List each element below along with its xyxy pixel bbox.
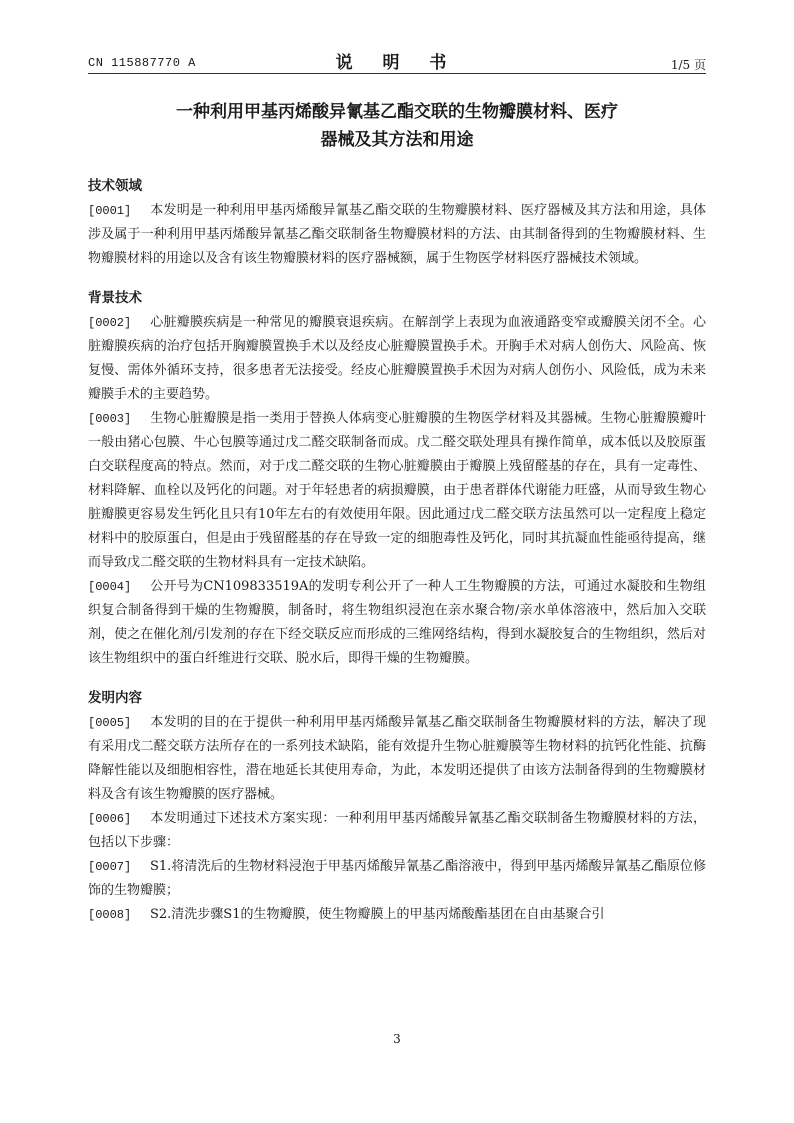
paragraph (88, 575, 706, 671)
page-header (88, 44, 706, 74)
paragraph-text: 心脏瓣膜疾病是一种常见的瓣膜衰退疾病。在解剖学上表现为血液通路变窄或瓣膜关闭不全。心脏瓣膜疾病的治疗包括开胸瓣膜置换手术以及经皮心脏瓣膜置换手术。开胸手术对病人创伤大、风险高、恢复慢、需体外循环支持，很多患者无法接受。经皮心脏瓣膜置换手术因为对病人创伤小、风险低，成为未来瓣膜手术的主要趋势。 (88, 315, 706, 402)
paragraph (88, 311, 706, 407)
section-background (88, 285, 706, 671)
paragraph (88, 903, 706, 927)
section-heading: 技术领域 (88, 178, 142, 194)
paragraph (88, 807, 706, 855)
paragraph-number: [0008] (88, 908, 132, 922)
paragraph-text: 本发明通过下述技术方案实现：一种利用甲基丙烯酸异氰基乙酯交联制备生物瓣膜材料的方法，包括以下步骤： (88, 811, 706, 850)
section-heading: 发明内容 (88, 690, 142, 706)
paragraph-text: 本发明是一种利用甲基丙烯酸异氰基乙酯交联的生物瓣膜材料、医疗器械及其方法和用途，具体涉及属于一种利用甲基丙烯酸异氰基乙酯交联制备生物瓣膜材料的方法、由其制备得到的生物瓣膜材料、生物瓣膜材料的用途以及含有该生物瓣膜材料的医疗器械额，属于生物医学材料医疗器械技术领域。 (88, 203, 706, 266)
section-technical-field (88, 173, 706, 271)
paragraph-number: [0007] (88, 860, 132, 874)
paragraph-number: [0004] (88, 580, 132, 594)
paragraph-number: [0005] (88, 716, 132, 730)
section-heading: 背景技术 (88, 290, 142, 306)
paragraph (88, 199, 706, 271)
paragraph-number: [0003] (88, 412, 132, 426)
paragraph (88, 855, 706, 903)
page-number: 3 (393, 1032, 401, 1046)
header-rule (88, 73, 706, 74)
document-type: 说 明 书 (335, 53, 459, 73)
paragraph (88, 711, 706, 807)
paragraph-text: 生物心脏瓣膜是指一类用于替换人体病变心脏瓣膜的生物医学材料及其器械。生物心脏瓣膜瓣叶一般由猪心包膜、牛心包膜等通过戊二醛交联制备而成。戊二醛交联处理具有操作简单，成本低以及胶原蛋白交联程度高的特点。然而，对于戊二醛交联的生物心脏瓣膜由于瓣膜上残留醛基的存在，具有一定毒性、材料降解、血栓以及钙化的问题。对于年轻患者的病损瓣膜，由于患者群体代谢能力旺盛，从而导致生物心脏瓣膜更容易发生钙化且只有10年左右的有效使用年限。因此通过戊二醛交联方法虽然可以一定程度上稳定材料中的胶原蛋白，但是由于残留醛基的存在导致一定的细胞毒性及钙化，同时其抗凝血性能亟待提高，继而导致戊二醛交联的生物材料具有一定技术缺陷。 (88, 411, 706, 570)
paragraph-number: [0001] (88, 204, 132, 218)
paragraph-number: [0006] (88, 812, 132, 826)
publication-number: CN 115887770 A (88, 56, 196, 70)
paragraph-text: S2.清洗步骤S1的生物瓣膜，使生物瓣膜上的甲基丙烯酸酯基团在自由基聚合引 (150, 907, 605, 922)
paragraph-number: [0002] (88, 316, 132, 330)
paragraph-text: 本发明的目的在于提供一种利用甲基丙烯酸异氰基乙酯交联制备生物瓣膜材料的方法，解决了现有采用戊二醛交联方法所存在的一系列技术缺陷，能有效提升生物心脏瓣膜等生物材料的抗钙化性能、抗酶降解性能以及细胞相容性，潜在地延长其使用寿命，为此，本发明还提供了由该方法制备得到的生物瓣膜材料及含有该生物瓣膜的医疗器械。 (88, 715, 706, 802)
document-body (88, 173, 706, 927)
paragraph (88, 407, 706, 575)
title-line-1: 一种利用甲基丙烯酸异氰基乙酯交联的生物瓣膜材料、医疗 (176, 102, 618, 122)
document-title (88, 98, 706, 154)
section-invention-content (88, 685, 706, 927)
page-label: 1/5 页 (670, 58, 706, 72)
title-line-2: 器械及其方法和用途 (320, 130, 474, 150)
paragraph-text: 公开号为CN109833519A的发明专利公开了一种人工生物瓣膜的方法，可通过水凝胶和生物组织复合制备得到干燥的生物瓣膜，制备时，将生物组织浸泡在亲水聚合物/亲水单体溶液中，然后加入交联剂，使之在催化剂/引发剂的存在下经交联反应而形成的三维网络结构，得到水凝胶复合的生物组织，然后对该生物组织中的蛋白纤维进行交联、脱水后，即得干燥的生物瓣膜。 (88, 579, 706, 666)
paragraph-text: S1.将清洗后的生物材料浸泡于甲基丙烯酸异氰基乙酯溶液中，得到甲基丙烯酸异氰基乙酯原位修饰的生物瓣膜； (88, 859, 706, 898)
